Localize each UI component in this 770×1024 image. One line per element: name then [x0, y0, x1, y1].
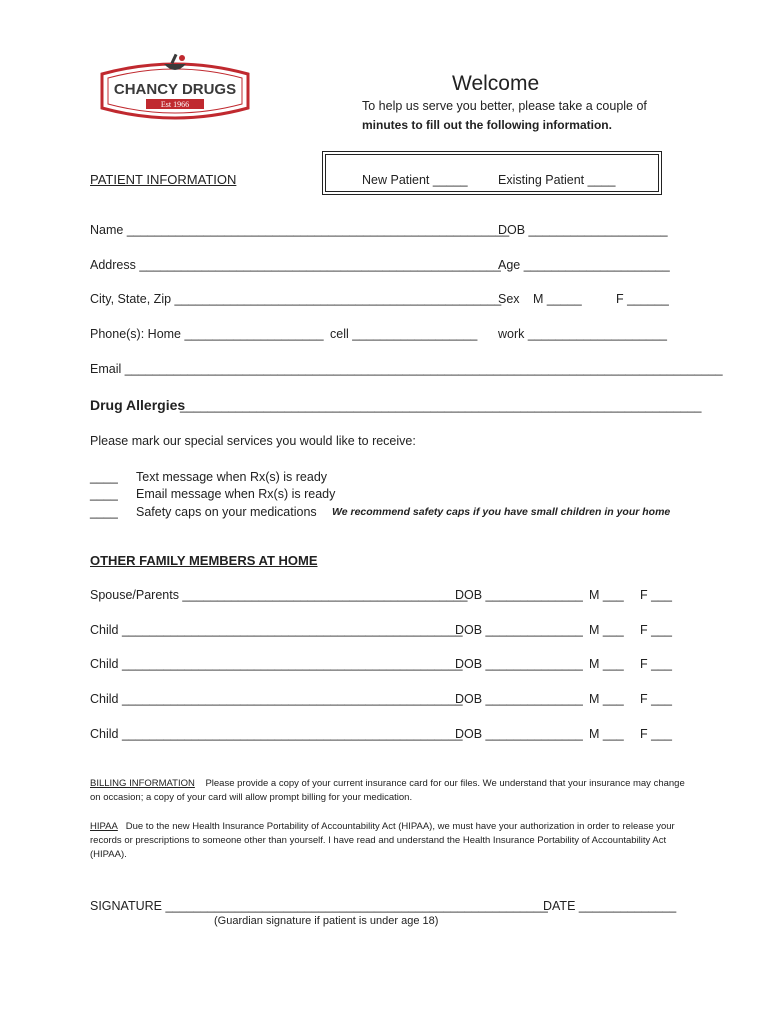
family-member-m-field[interactable]: M ___ [589, 692, 624, 706]
guardian-note: (Guardian signature if patient is under age 18) [214, 915, 439, 927]
family-member-m-field[interactable]: M ___ [589, 623, 624, 637]
service-checkbox[interactable]: ____ [90, 470, 118, 484]
family-member-f-field[interactable]: F ___ [640, 588, 672, 602]
family-member-f-field[interactable]: F ___ [640, 657, 672, 671]
service-item-label: Email message when Rx(s) is ready [136, 487, 336, 501]
billing-paragraph [90, 777, 690, 805]
existing-patient-field[interactable]: Existing Patient ____ [498, 173, 616, 187]
family-member-f-field[interactable]: F ___ [640, 727, 672, 741]
family-member-dob-field[interactable]: DOB ______________ [455, 588, 583, 602]
family-member-f-field[interactable]: F ___ [640, 692, 672, 706]
billing-text: Please provide a copy of your current insurance card for our files. We understand that your insurance may change on occasion; a copy of your card will allow prompt billing for your medication. [90, 778, 685, 803]
page-title: Welcome [452, 72, 540, 95]
email-field[interactable]: Email ______________________________________________________________________________________ [90, 362, 723, 376]
billing-label: BILLING INFORMATION [90, 778, 195, 789]
dob-field[interactable]: DOB ____________________ [498, 223, 668, 237]
chancy-drugs-logo [94, 52, 256, 126]
name-field[interactable]: Name _______________________________________________________ [90, 223, 510, 237]
family-member-m-field[interactable]: M ___ [589, 588, 624, 602]
date-field[interactable]: DATE ______________ [543, 899, 677, 913]
drug-allergies-label: Drug Allergies [90, 397, 186, 413]
logo-est: Est 1966 [160, 100, 190, 109]
family-member-dob-field[interactable]: DOB ______________ [455, 623, 583, 637]
patient-section-title: PATIENT INFORMATION [90, 172, 237, 187]
family-member-m-field[interactable]: M ___ [589, 727, 624, 741]
signature-field[interactable]: SIGNATURE _______________________________________________________ [90, 899, 548, 913]
family-member-m-field[interactable]: M ___ [589, 657, 624, 671]
family-member-dob-field[interactable]: DOB ______________ [455, 657, 583, 671]
new-patient-field[interactable]: New Patient _____ [362, 173, 468, 187]
safety-caps-recommendation: We recommend safety caps if you have small children in your home [332, 506, 671, 518]
sex-label: Sex [498, 292, 520, 306]
family-section-title: OTHER FAMILY MEMBERS AT HOME [90, 553, 318, 568]
city-state-zip-field[interactable]: City, State, Zip _______________________________________________ [90, 292, 502, 306]
phone-home-field[interactable]: Phone(s): Home ____________________ [90, 327, 324, 341]
service-checkbox[interactable]: ____ [90, 505, 118, 519]
address-field[interactable]: Address ____________________________________________________ [90, 258, 501, 272]
family-member-name-field[interactable]: Child _________________________________________________ [90, 657, 463, 671]
hipaa-label: HIPAA [90, 821, 118, 832]
sex-f-field[interactable]: F ______ [616, 292, 669, 306]
logo-text: CHANCY DRUGS [113, 81, 237, 98]
age-field[interactable]: Age _____________________ [498, 258, 670, 272]
family-member-f-field[interactable]: F ___ [640, 623, 672, 637]
intro-line-2: minutes to fill out the following information. [362, 118, 612, 132]
family-member-dob-field[interactable]: DOB ______________ [455, 727, 583, 741]
family-member-dob-field[interactable]: DOB ______________ [455, 692, 583, 706]
family-member-name-field[interactable]: Spouse/Parents _________________________________________ [90, 588, 468, 602]
hipaa-text: Due to the new Health Insurance Portability of Accountability Act (HIPAA), we must have your authorization in order to release your records or prescriptions to someone other than yourself. I have read and understand the Health Insurance Portability of Accountability Act (HIPAA). [90, 821, 675, 860]
intro-line-1: To help us serve you better, please take a couple of [362, 99, 647, 113]
family-member-name-field[interactable]: Child _________________________________________________ [90, 623, 463, 637]
service-item-label: Safety caps on your medications [136, 505, 317, 519]
hipaa-paragraph [90, 820, 690, 862]
drug-allergies-field[interactable]: ___________________________________________________________________________ [180, 399, 702, 413]
service-item-label: Text message when Rx(s) is ready [136, 470, 328, 484]
phone-cell-field[interactable]: cell __________________ [330, 327, 478, 341]
services-prompt: Please mark our special services you would like to receive: [90, 434, 416, 448]
service-checkbox[interactable]: ____ [90, 487, 118, 501]
sex-m-field[interactable]: M _____ [533, 292, 582, 306]
phone-work-field[interactable]: work ____________________ [498, 327, 667, 341]
family-member-name-field[interactable]: Child _________________________________________________ [90, 692, 463, 706]
family-member-name-field[interactable]: Child _________________________________________________ [90, 727, 463, 741]
